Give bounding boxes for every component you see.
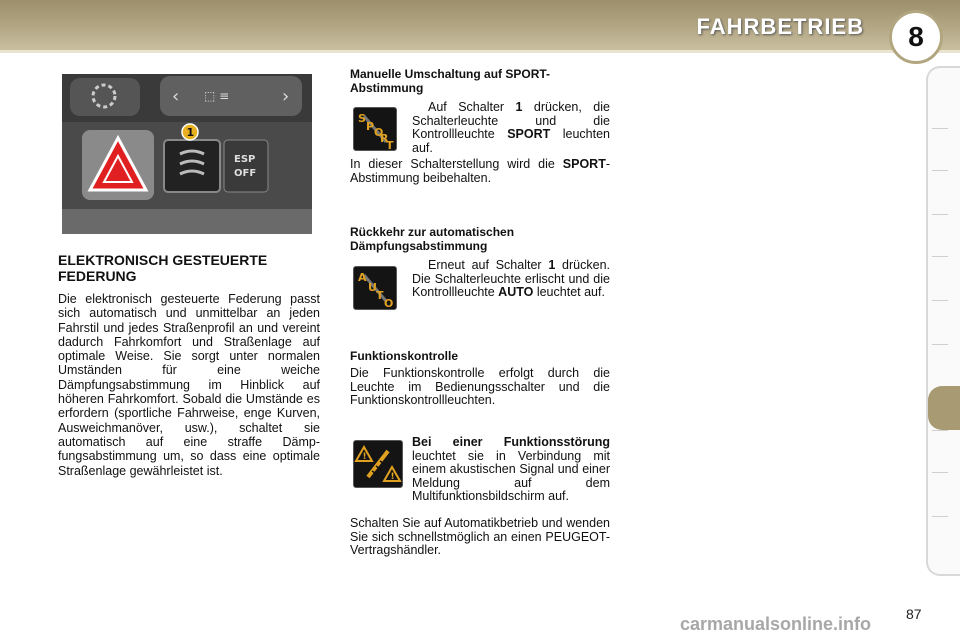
- section-body: Die elektronisch gesteuerte Federung passt sich automatisch und unmittelbar an jeden Fahrstil und jedes Straßenprofil an und vereint dadurch Fahrkomfort und Straßenlage auf optimale Weise. Sie sorgt unter normalen Umständen für eine weiche Dämpfungsabstimmung im Hinblick auf höheren Fahrkomfort. Sobald die Umstände es erfordern (sportliche Fahrweise, enge Kurven, Ausweichmanöver, usw.), schaltet sie automatisch auf eine straffe Dämpfungsabstimmung um, so dass eine optimale Straßenlage gewährleistet ist.: [58, 292, 320, 478]
- tab-divider: [932, 472, 948, 473]
- icon-letter: U: [368, 281, 377, 294]
- icon-letter: O: [384, 297, 394, 309]
- check-heading: Funktionskontrolle: [350, 349, 458, 363]
- svg-text:‹: ‹: [172, 86, 180, 107]
- tab-divider: [932, 516, 948, 517]
- sport-indicator-icon: [353, 107, 397, 151]
- icon-letter: T: [386, 139, 394, 150]
- tab-divider: [932, 128, 948, 129]
- switch-panel-illustration: [62, 74, 312, 234]
- sport-instruction: Auf Schalter 1 drücken, die Schalterleuchte und die Kontrollleuchte SPORT leuchten auf.: [412, 100, 610, 155]
- icon-letter: P: [366, 120, 375, 133]
- auto-heading: Rückkehr zur automatischen Dämpfungsabstimmung: [350, 225, 515, 253]
- fault-advice: Schalten Sie auf Automatikbetrieb und wenden Sie sich schnellstmöglich an einen PEUGEOT-Vertragshändler.: [350, 516, 610, 558]
- svg-text:!: !: [390, 472, 395, 482]
- tab-divider: [932, 256, 948, 257]
- icon-letter: T: [376, 289, 384, 302]
- esp-label: ESP: [234, 154, 256, 165]
- icon-letter: S: [358, 112, 366, 125]
- tab-divider: [932, 344, 948, 345]
- icon-letter: O: [374, 126, 384, 139]
- page-number: 87: [906, 606, 922, 622]
- esp-state: OFF: [234, 168, 257, 179]
- auto-instruction: Erneut auf Schalter 1 drücken. Die Schalterleuchte erlischt und die Kontrollleuchte AUTO leuchtet auf.: [412, 258, 610, 300]
- svg-text:!: !: [362, 452, 367, 462]
- check-body: Die Funktionskontrolle erfolgt durch die Leuchte im Bedienungsschalter und die Funktionskontrollleuchten.: [350, 366, 610, 408]
- tab-divider: [932, 430, 948, 431]
- watermark: carmanualsonline.info: [680, 614, 872, 634]
- tab-divider: [932, 170, 948, 171]
- fault-warning-lead: Bei einer Funktionsstörung leuchtet sie in Verbindung mit einem akustischen Signal und einer Meldung auf dem Multifunktionsbildschirm auf.: [412, 435, 610, 504]
- tab-divider: [932, 214, 948, 215]
- callout-number: 1: [186, 126, 195, 139]
- dashboard-switch-photo: [62, 74, 312, 234]
- chapter-number-badge: 8: [889, 10, 943, 64]
- sport-note: In dieser Schalterstellung wird die SPORT-Abstimmung beibehalten.: [350, 157, 610, 185]
- svg-text:⬚ ≡: ⬚ ≡: [204, 89, 230, 103]
- auto-indicator-icon: [353, 266, 397, 310]
- sport-heading: Manuelle Umschaltung auf SPORT-Abstimmung: [350, 67, 551, 95]
- tab-divider: [932, 300, 948, 301]
- section-heading: ELEKTRONISCH GESTEUERTE FEDERUNG: [58, 252, 268, 284]
- icon-letter: A: [358, 271, 367, 284]
- chapter-title: FAHRBETRIEB: [696, 14, 864, 39]
- chapter-tab-strip: [926, 66, 960, 576]
- icon-letter: R: [380, 132, 389, 145]
- svg-text:›: ›: [282, 86, 290, 107]
- chapter-tab-active: [928, 386, 960, 430]
- suspension-fault-icon: [353, 440, 403, 488]
- header-divider: [0, 50, 960, 53]
